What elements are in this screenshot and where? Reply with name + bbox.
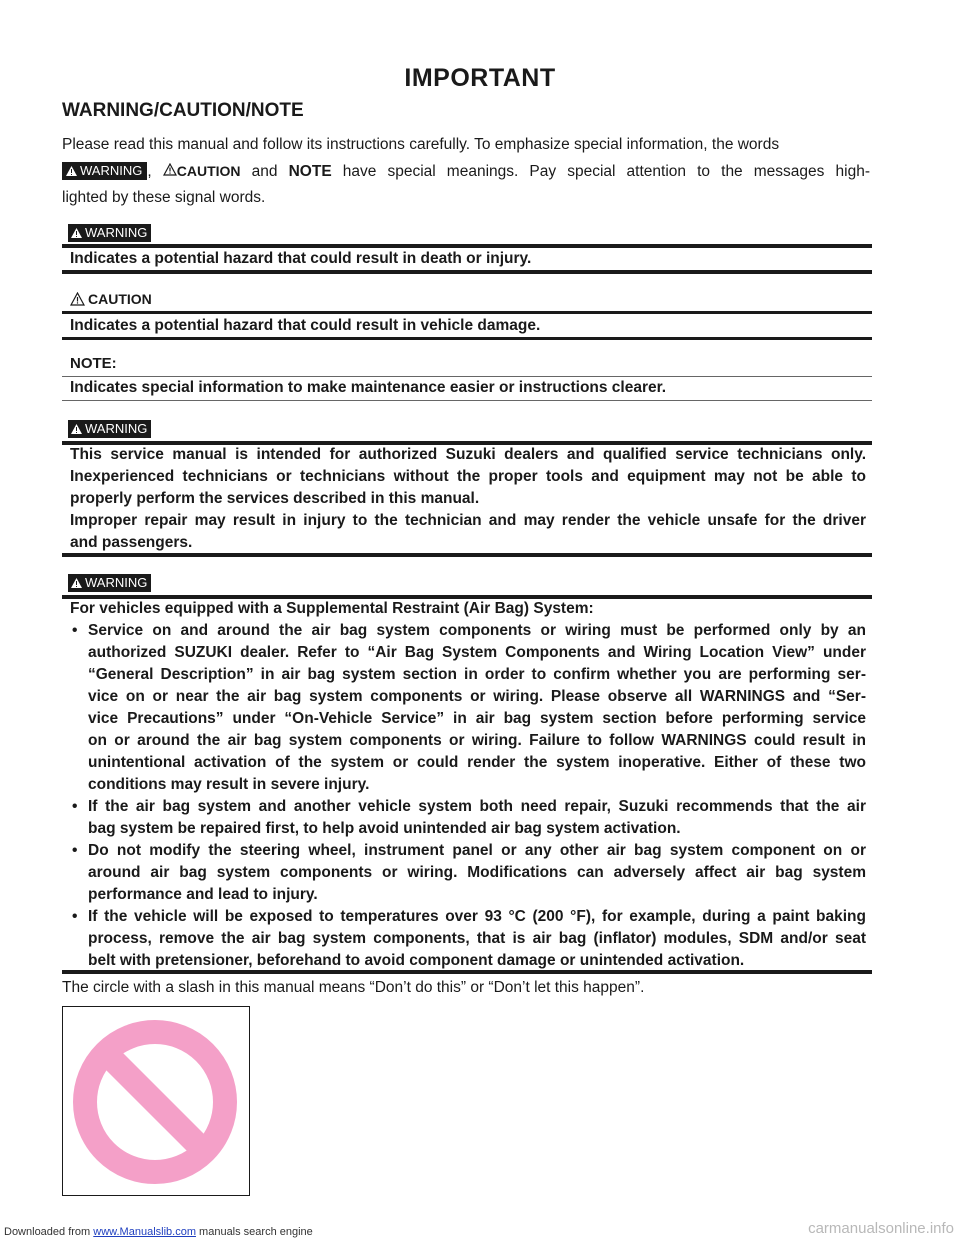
caution-triangle-icon [70,292,85,306]
text-line: authorized SUZUKI dealer. Refer to “Air Bag System Components and Wiring Location View” under [88,644,866,661]
prohibition-symbol-box [62,1006,250,1196]
divider [62,553,872,557]
bullet-item: • Service on and around the air bag system components or wiring must be performed only by an [72,622,866,639]
page-title: IMPORTANT [404,64,556,92]
warning-badge: WARNING [68,224,151,242]
circle-slash-explanation: The circle with a slash in this manual means “Don’t do this” or “Don’t let this happen”. [62,979,645,996]
warning-definition: Indicates a potential hazard that could result in death or injury. [70,250,532,267]
bullet-item: • If the air bag system and another vehicle system both need repair, Suzuki recommends that the air [72,798,866,815]
watermark: carmanualsonline.info [808,1220,954,1237]
caution-triangle-icon [163,163,177,176]
warning-triangle-icon [71,228,82,238]
text-line: vice on or near the air bag system components or wiring. Please observe all WARNINGS and “Ser- [88,688,866,705]
bullet-item: • Do not modify the steering wheel, instrument panel or any other air bag system component on or [72,842,866,859]
prohibition-icon [63,1007,248,1194]
text-line: around air bag system components or wiring. Modifications can adversely affect air bag system [88,864,866,881]
bullet-item: • If the vehicle will be exposed to temperatures over 93 °C (200 °F), for example, during a paint baking [72,908,866,925]
text-line: Inexperienced technicians or technicians without the proper tools and equipment may not be able to [70,468,866,485]
text-line: process, remove the air bag system components, that is air bag (inflator) modules, SDM and/or seat [88,930,866,947]
text-line: Improper repair may result in injury to the technician and may render the vehicle unsafe for the driver [70,512,866,529]
text-line: belt with pretensioner, beforehand to avoid component damage or unintended activation. [88,952,745,969]
text-line: bag system be repaired first, to help avoid unintended air bag system activation. [88,820,681,837]
divider [62,337,872,340]
section-title: WARNING/CAUTION/NOTE [62,100,304,121]
text-line: and passengers. [70,534,193,551]
text-line: conditions may result in severe injury. [88,776,370,793]
text-line: on or around the air bag system components or wiring. Failure to follow WARNINGS could result in [88,732,866,749]
inline-warning-label: WARNING [62,162,147,180]
warning-block-air-bag [70,598,866,972]
air-bag-heading: For vehicles equipped with a Supplemental Restraint (Air Bag) System: [70,600,594,617]
note-label: NOTE: [70,355,117,372]
intro-line-2: WARNING , CAUTION and NOTE have special meanings. Pay special attention to the messages high- [62,158,870,185]
text-line: unintentional activation of the system or could render the system inoperative. Either of these two [88,754,866,771]
divider [62,311,872,314]
warning-triangle-icon [71,578,82,588]
intro-line-3: lighted by these signal words. [62,189,266,206]
divider [62,970,872,974]
warning-triangle-icon [66,166,77,176]
text-line: This service manual is intended for authorized Suzuki dealers and qualified service technicians only. [70,446,866,463]
divider [62,270,872,274]
text-line: properly perform the services described in this manual. [70,490,480,507]
note-definition: Indicates special information to make maintenance easier or instructions clearer. [70,379,667,396]
text-line: vice Precautions” under “On-Vehicle Service” in air bag system section before performing service [88,710,866,727]
warning-block-service-manual [70,444,866,554]
warning-badge: WARNING [68,574,151,592]
divider [62,400,872,401]
download-footer: Downloaded from www.Manualslib.com manuals search engine [4,1226,313,1238]
caution-label: CAUTION [70,290,152,308]
text-line: “General Description” in air bag system section in order to confirm whether you are performing ser- [88,666,866,683]
warning-badge: WARNING [68,420,151,438]
warning-triangle-icon [71,424,82,434]
inline-caution-label: CAUTION [163,163,241,179]
text-line: performance and lead to injury. [88,886,318,903]
manualslib-link[interactable]: www.Manualslib.com [93,1226,196,1238]
caution-definition: Indicates a potential hazard that could result in vehicle damage. [70,317,541,334]
intro-paragraph [62,132,870,211]
intro-line-1: Please read this manual and follow its instructions carefully. To emphasize special information, the words [62,136,780,153]
inline-note-label: NOTE [288,163,332,180]
